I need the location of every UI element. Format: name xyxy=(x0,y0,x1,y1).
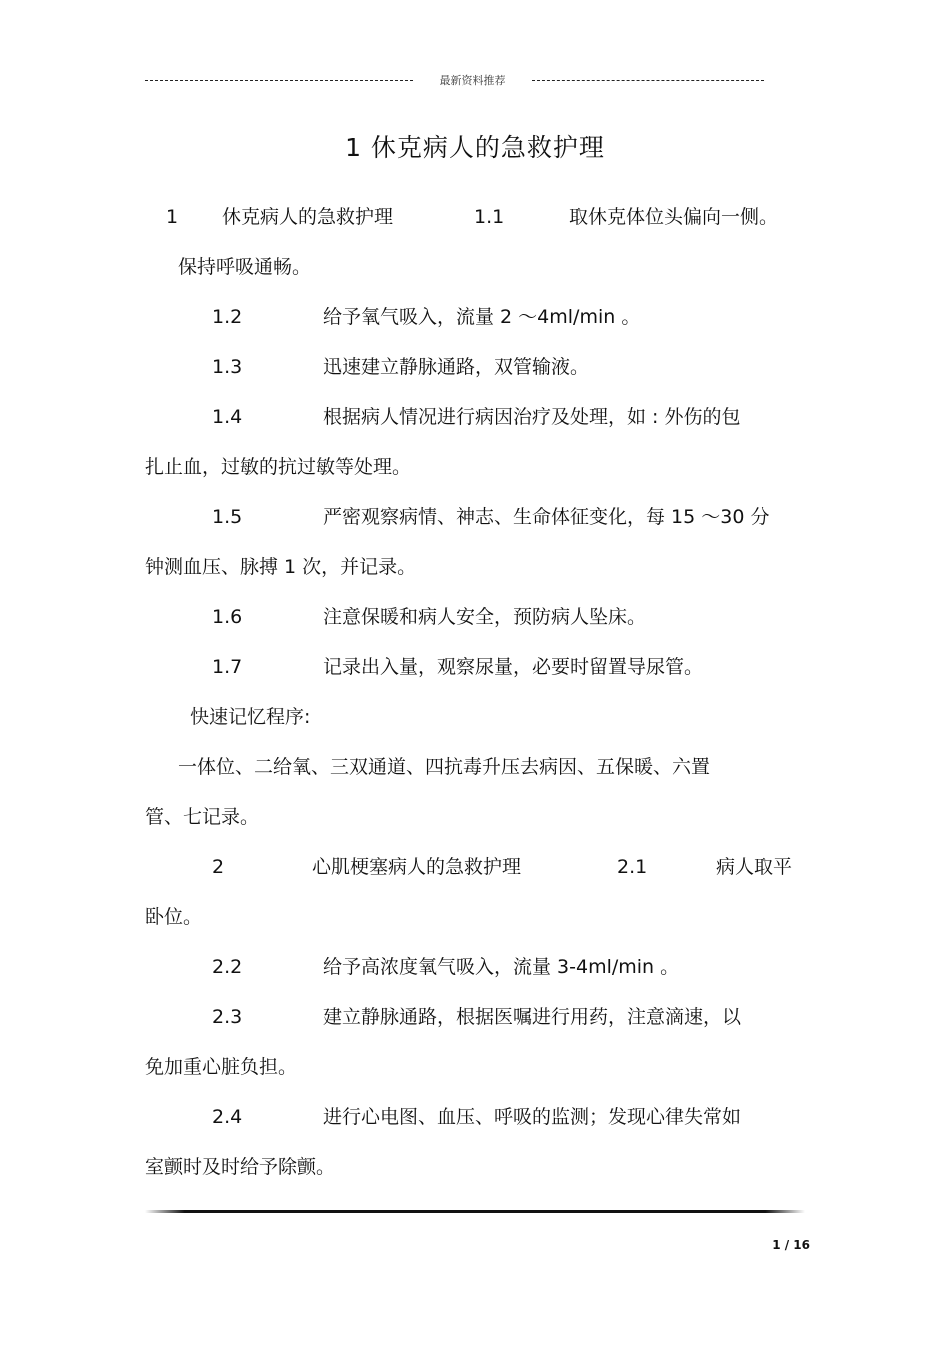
item-2-3-number: 2.3 xyxy=(212,1006,243,1028)
item-1-6-text: 注意保暖和病人安全，预防病人坠床。 xyxy=(323,606,647,628)
section-2-heading: 心肌梗塞病人的急救护理 xyxy=(312,856,522,878)
item-1-5-text: 严密观察病情、神志、生命体征变化，每 15 ～30 分 xyxy=(323,506,770,528)
item-2-1-continuation: 卧位。 xyxy=(145,906,203,928)
item-2-4-continuation: 室颤时及时给予除颤。 xyxy=(145,1156,336,1178)
footer-rule xyxy=(145,1210,805,1213)
item-1-6-number: 1.6 xyxy=(212,606,243,628)
header-label: 最新资料推荐 xyxy=(439,74,506,87)
item-2-4-number: 2.4 xyxy=(212,1106,243,1128)
item-1-4-continuation: 扎止血，过敏的抗过敏等处理。 xyxy=(145,456,412,478)
section-2-number: 2 xyxy=(212,856,225,878)
item-2-1-number: 2.1 xyxy=(617,856,648,878)
item-1-2-text: 给予氧气吸入，流量 2 ～4ml/min 。 xyxy=(323,306,641,328)
section-1-number: 1 xyxy=(166,206,179,228)
item-1-7-text: 记录出入量，观察尿量，必要时留置导尿管。 xyxy=(323,656,704,678)
item-1-1-number: 1.1 xyxy=(474,206,505,228)
item-2-2-text: 给予高浓度氧气吸入，流量 3-4ml/min 。 xyxy=(323,956,680,978)
item-1-5-number: 1.5 xyxy=(212,506,243,528)
item-1-3-text: 迅速建立静脉通路，双管输液。 xyxy=(323,356,590,378)
item-2-2-number: 2.2 xyxy=(212,956,243,978)
item-1-1-text: 取休克体位头偏向一侧。 xyxy=(569,206,779,228)
item-1-4-number: 1.4 xyxy=(212,406,243,428)
item-1-1-continuation: 保持呼吸通畅。 xyxy=(178,256,312,278)
page-number: 1 / 16 xyxy=(772,1238,810,1252)
header-rule-right xyxy=(532,80,764,81)
item-2-3-continuation: 免加重心脏负担。 xyxy=(145,1056,298,1078)
item-1-2-number: 1.2 xyxy=(212,306,243,328)
memo-line-2: 管、七记录。 xyxy=(145,806,260,828)
header-rule-left xyxy=(145,80,413,81)
item-2-1-text: 病人取平 xyxy=(716,856,793,878)
item-2-4-text: 进行心电图、血压、呼吸的监测；发现心律失常如 xyxy=(323,1106,742,1128)
memo-line-1: 一体位、二给氧、三双通道、四抗毒升压去病因、五保暖、六置 xyxy=(178,756,711,778)
item-1-7-number: 1.7 xyxy=(212,656,243,678)
section-1-heading: 休克病人的急救护理 xyxy=(222,206,394,228)
item-1-4-text: 根据病人情况进行病因治疗及处理，如 : 外伤的包 xyxy=(323,406,741,428)
item-1-5-continuation: 钟测血压、脉搏 1 次，并记录。 xyxy=(145,556,417,578)
item-2-3-text: 建立静脉通路，根据医嘱进行用药，注意滴速，以 xyxy=(323,1006,742,1028)
item-1-3-number: 1.3 xyxy=(212,356,243,378)
memo-title: 快速记忆程序: xyxy=(190,706,311,728)
page-title: 1 休克病人的急救护理 xyxy=(345,133,605,162)
